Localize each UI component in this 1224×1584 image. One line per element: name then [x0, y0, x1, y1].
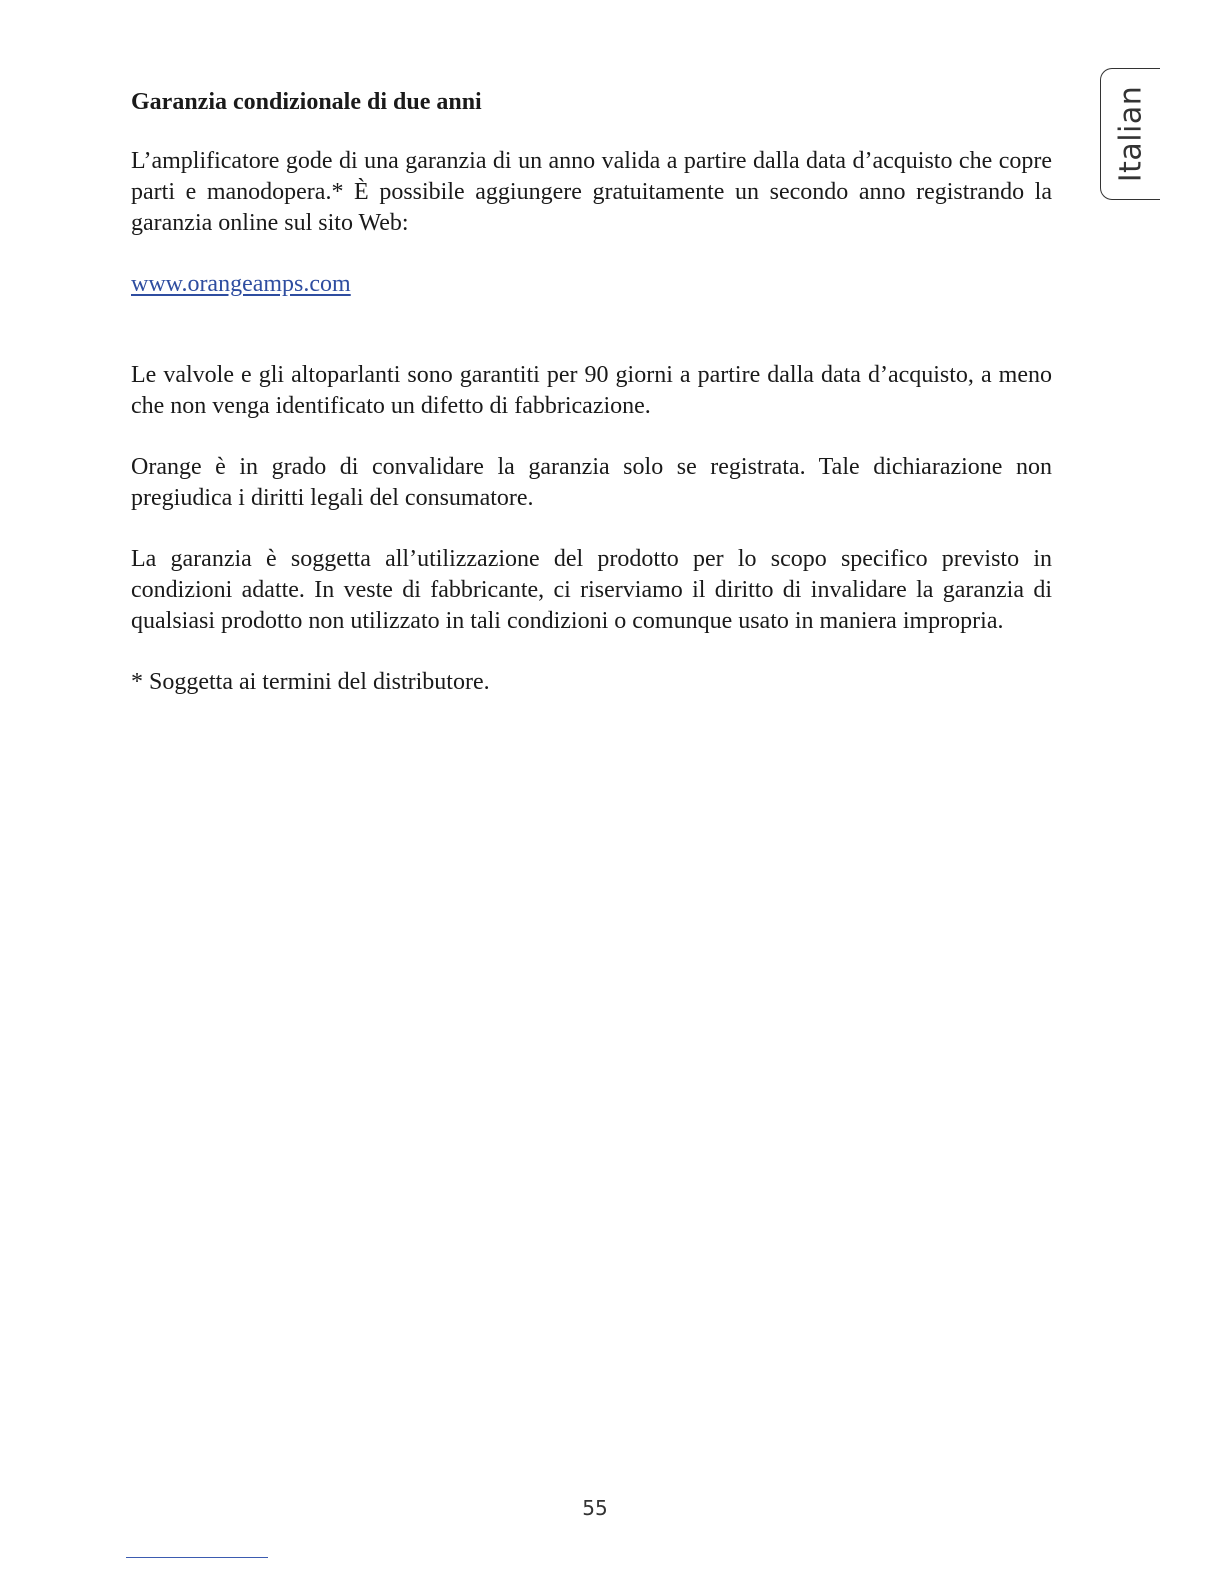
paragraph-warranty-intro: L’amplificatore gode di una garanzia di un anno valida a partire dalla data d’acquisto che copre parti e manodopera.* È possibile aggiungere gratuitamente un secondo anno registrando la garanzia online sul sito Web:: [131, 148, 1052, 236]
footnote-text: * Soggetta ai termini del distributore.: [131, 669, 490, 695]
paragraph-registration: Orange è in grado di convalidare la garanzia solo se registrata. Tale dichiarazione non pregiudica i diritti legali del consumatore.: [131, 454, 1052, 511]
paragraph-conditions: La garanzia è soggetta all’utilizzazione del prodotto per lo scopo specifico previsto in condizioni adatte. In veste di fabbricante, ci riserviamo il diritto di invalidare la garanzia di qualsiasi prodotto non utilizzato in tali condizioni o comunque usato in maniera impropria.: [131, 546, 1052, 634]
section-heading: Garanzia condizionale di due anni: [131, 89, 482, 115]
language-tab-label: Italian: [1113, 85, 1148, 183]
website-link-container: [131, 269, 1052, 330]
page-number: 55: [582, 1496, 608, 1520]
footnote-divider: [126, 1557, 268, 1558]
warranty-section: [131, 86, 1052, 728]
paragraph-valves-speakers: Le valvole e gli altoparlanti sono garantiti per 90 giorni a partire dalla data d’acquisto, a meno che non venga identificato un difetto di fabbricazione.: [131, 362, 1052, 419]
language-side-tab: [1100, 68, 1160, 200]
website-link[interactable]: www.orangeamps.com: [131, 271, 351, 297]
